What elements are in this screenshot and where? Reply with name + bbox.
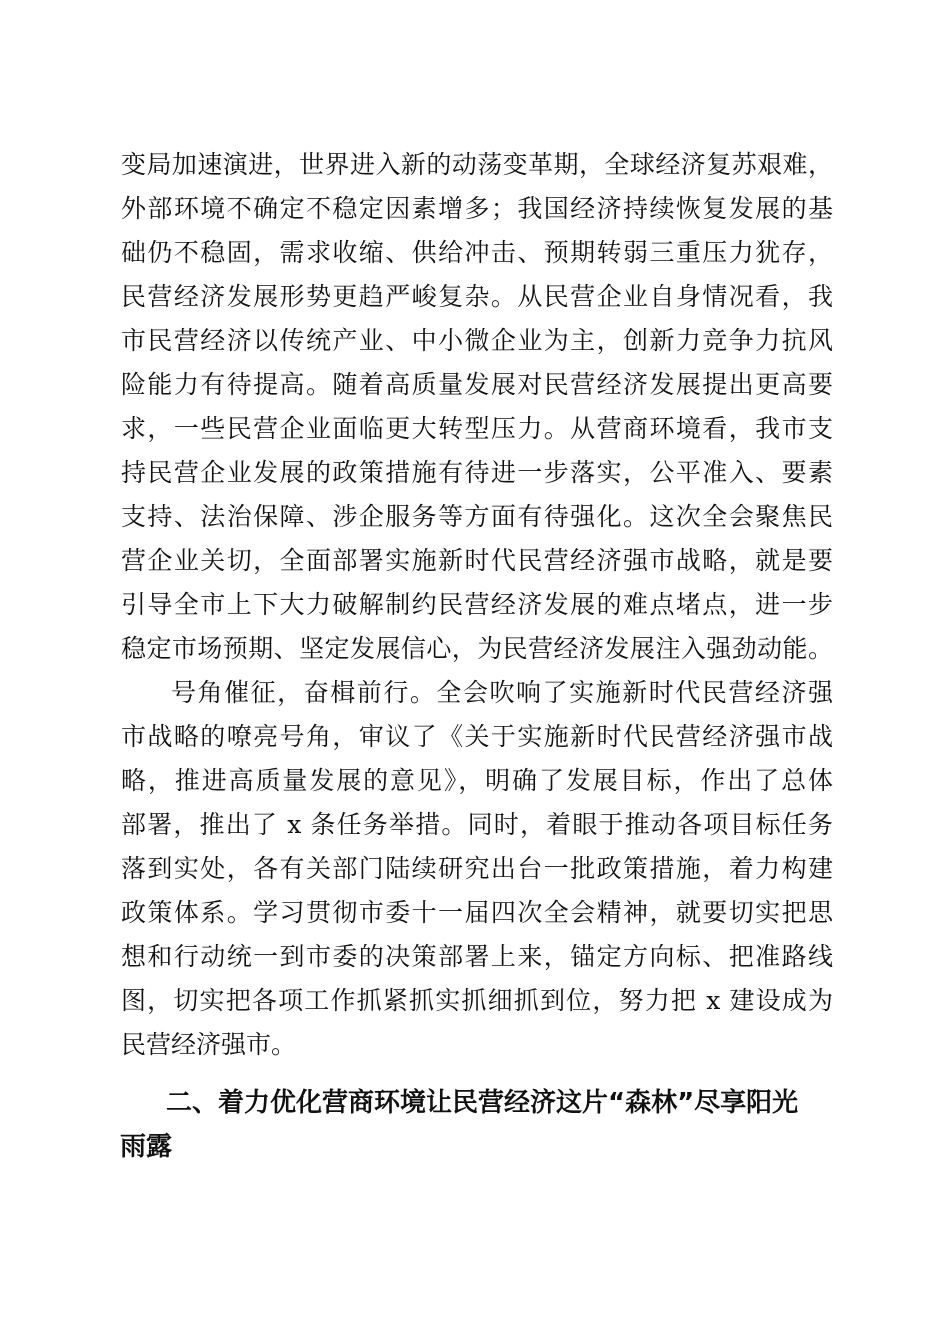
paragraph-line: 外部环境不确定不稳定因素增多；我国经济持续恢复发展的基 — [121, 194, 833, 223]
paragraph-line: 略，推进高质量发展的意见》，明确了发展目标，作出了总体 — [121, 766, 833, 795]
section-heading: 雨露 — [120, 1132, 173, 1162]
paragraph-line: 民营经济发展形势更趋严峻复杂。从民营企业自身情况看，我 — [121, 282, 833, 311]
paragraph-line: 民营经济强市。 — [121, 1030, 297, 1059]
paragraph-line: 市战略的嘹亮号角，审议了《关于实施新时代民营经济强市战 — [121, 722, 833, 751]
paragraph-line: 支持、法治保障、涉企服务等方面有待强化。这次全会聚焦民 — [121, 502, 833, 531]
paragraph-line: 险能力有待提高。随着高质量发展对民营经济发展提出更高要 — [121, 370, 833, 399]
paragraph-line: 部署，推出了 x 条任务举措。同时，着眼于推动各项目标任务 — [121, 810, 833, 839]
paragraph-line: 政策体系。学习贯彻市委十一届四次全会精神，就要切实把思 — [121, 898, 833, 927]
paragraph-line: 持民营企业发展的政策措施有待进一步落实，公平准入、要素 — [121, 458, 833, 487]
paragraph-line: 稳定市场预期、坚定发展信心，为民营经济发展注入强劲动能。 — [121, 634, 833, 663]
paragraph-line: 市民营经济以传统产业、中小微企业为主，创新力竞争力抗风 — [121, 326, 833, 355]
paragraph-line: 变局加速演进，世界进入新的动荡变革期，全球经济复苏艰难， — [121, 150, 833, 179]
paragraph-line: 图，切实把各项工作抓紧抓实抓细抓到位，努力把 x 建设成为 — [121, 986, 833, 1015]
paragraph-line: 求，一些民营企业面临更大转型压力。从营商环境看，我市支 — [121, 414, 833, 443]
paragraph-line: 础仍不稳固，需求收缩、供给冲击、预期转弱三重压力犹存， — [121, 238, 833, 267]
paragraph-line: 引导全市上下大力破解制约民营经济发展的难点堵点，进一步 — [121, 590, 833, 619]
paragraph-line: 落到实处，各有关部门陆续研究出台一批政策措施，着力构建 — [121, 854, 833, 883]
paragraph-line: 想和行动统一到市委的决策部署上来，锚定方向标、把准路线 — [121, 942, 833, 971]
section-heading: 二、着力优化营商环境让民营经济这片“森林”尽享阳光 — [166, 1088, 799, 1118]
paragraph-line: 营企业关切，全面部署实施新时代民营经济强市战略，就是要 — [121, 546, 833, 575]
paragraph-line: 号角催征，奋楫前行。全会吹响了实施新时代民营经济强 — [171, 678, 833, 707]
